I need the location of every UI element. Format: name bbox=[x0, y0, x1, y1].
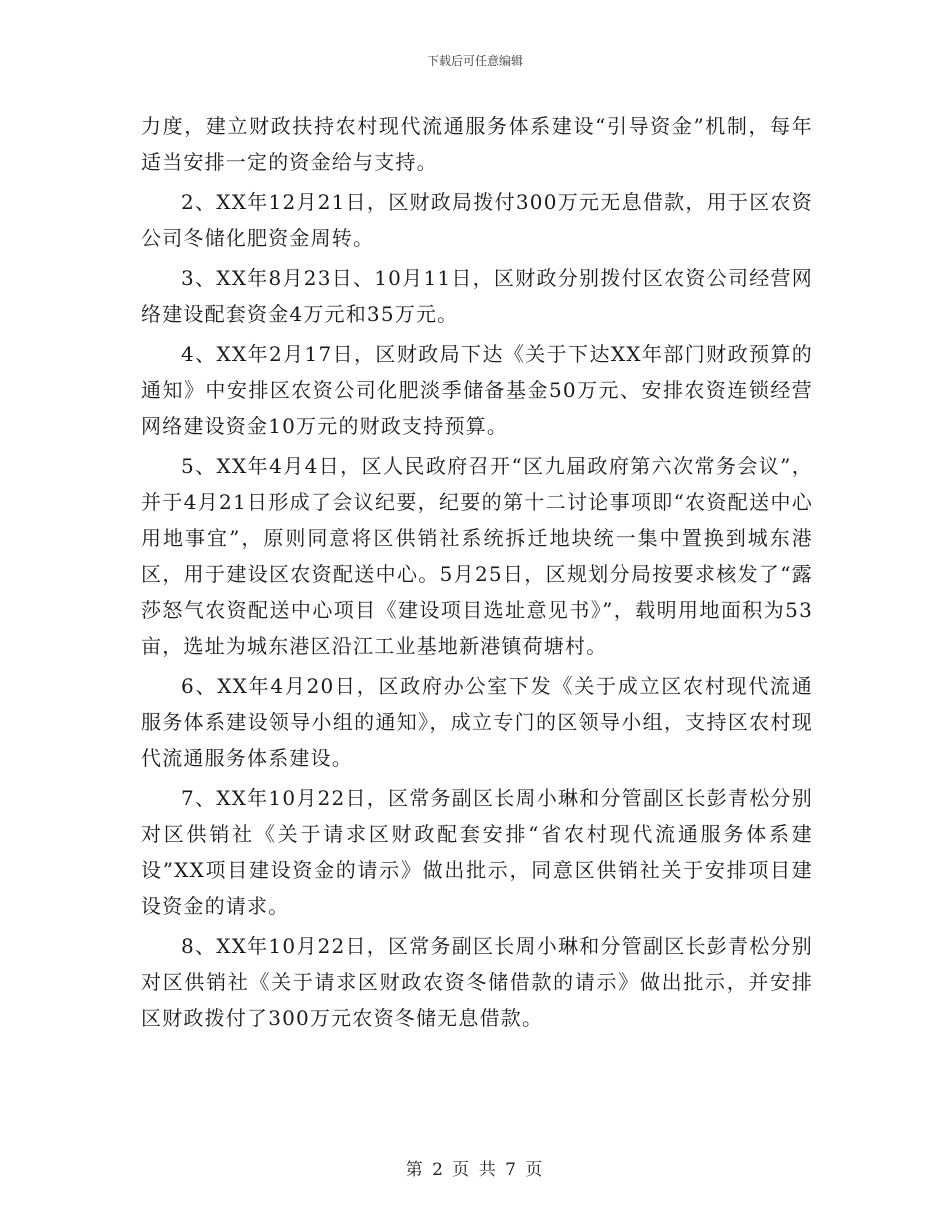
paragraph-item-4: 4、XX年2月17日，区财政局下达《关于下达XX年部门财政预算的通知》中安排区农资公司化肥淡季储备基金50万元、安排农资连锁经营网络建设资金10万元的财政支持预算。 bbox=[141, 342, 813, 438]
paragraph-item-5: 5、XX年4月4日，区人民政府召开“区九届政府第六次常务会议”，并于4月21日形成了会议纪要，纪要的第十二讨论事项即“农资配送中心用地事宜”，原则同意将区供销社系统拆迁地块统一集中置换到城东港区，用于建设区农资配送中心。5月25日，区规划分局按要求核发了“露莎怒气农资配送中心项目《建设项目选址意见书》”，载明用地面积为53亩，选址为城东港区沿江工业基地新港镇荷塘村。 bbox=[141, 454, 813, 658]
paragraph-item-7: 7、XX年10月22日，区常务副区长周小琳和分管副区长彭青松分别对区供销社《关于请求区财政配套安排“省农村现代流通服务体系建设”XX项目建设资金的请示》做出批示，同意区供销社关于安排项目建设资金的请求。 bbox=[141, 786, 813, 918]
page-header: 下载后可任意编辑 bbox=[426, 54, 523, 68]
paragraph-item-3: 3、XX年8月23日、10月11日，区财政分别拨付区农资公司经营网络建设配套资金4万元和35万元。 bbox=[141, 266, 813, 326]
paragraph-item-8: 8、XX年10月22日，区常务副区长周小琳和分管副区长彭青松分别对区供销社《关于请求区财政农资冬储借款的请示》做出批示，并安排区财政拨付了300万元农资冬储无息借款。 bbox=[141, 934, 813, 1030]
paragraph-item-2: 2、XX年12月21日，区财政局拨付300万元无息借款，用于区农资公司冬储化肥资金周转。 bbox=[141, 190, 813, 250]
paragraph-item-6: 6、XX年4月20日，区政府办公室下发《关于成立区农村现代流通服务体系建设领导小组的通知》，成立专门的区领导小组，支持区农村现代流通服务体系建设。 bbox=[141, 674, 813, 770]
document-body bbox=[141, 108, 813, 1040]
page-number-footer: 第 2 页 共 7 页 bbox=[405, 1160, 545, 1180]
paragraph-continuation: 力度，建立财政扶持农村现代流通服务体系建设“引导资金”机制，每年适当安排一定的资金给与支持。 bbox=[141, 114, 813, 174]
